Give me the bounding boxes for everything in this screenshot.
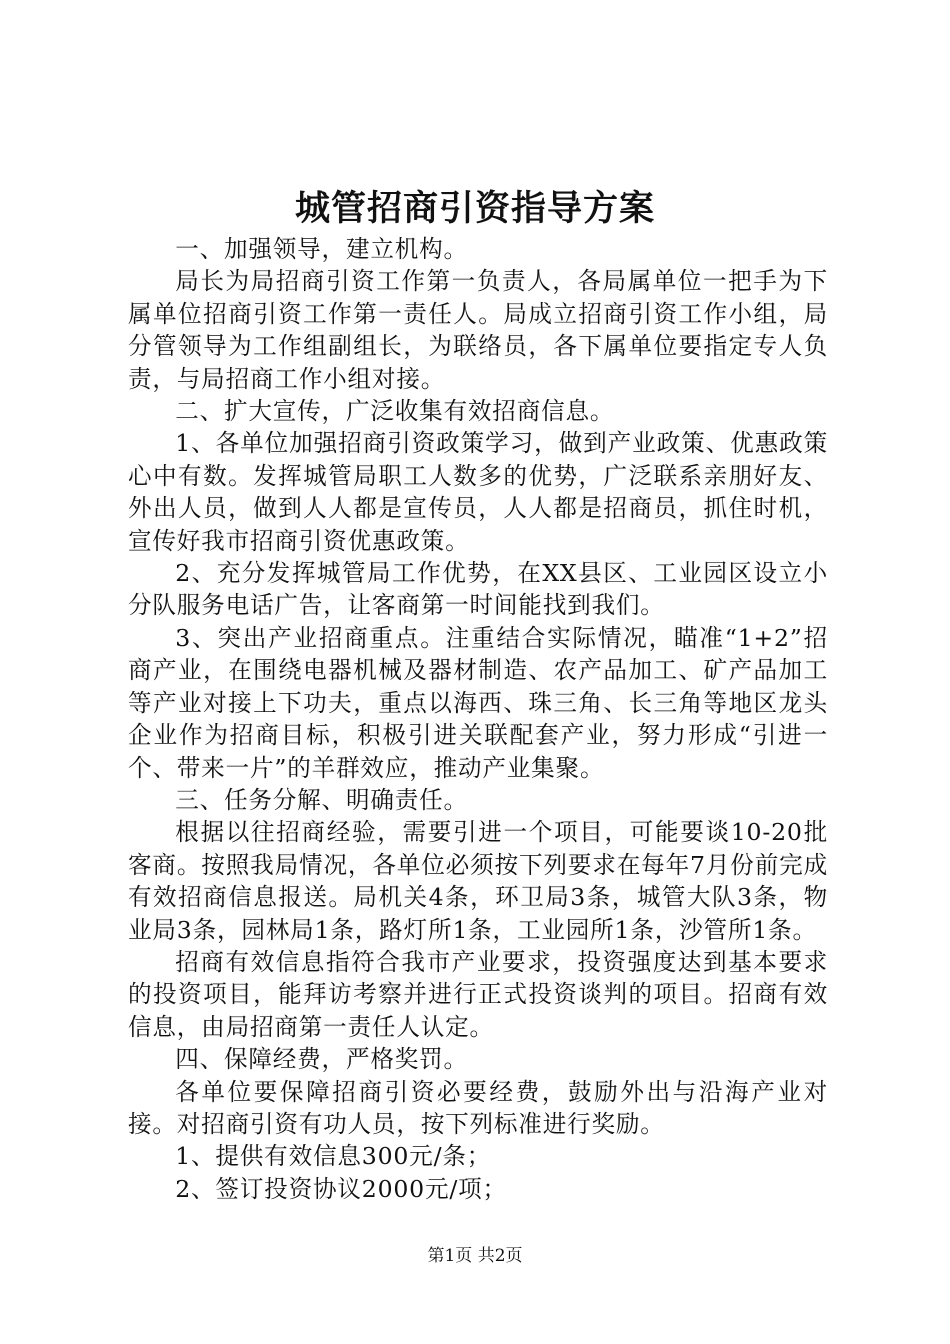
- document-body: [128, 233, 828, 1205]
- list-item: 1、提供有效信息300元/条；: [175, 1142, 492, 1171]
- paragraph: 1、各单位加强招商引资政策学习，做到产业政策、优惠政策心中有数。发挥城管局职工人数多的优势，广泛联系亲朋好友、外出人员，做到人人都是宣传员，人人都是招商员，抓住时机，宣传好我市招商引资优惠政策。: [128, 429, 828, 555]
- section-heading-3: 三、任务分解、明确责任。: [175, 785, 468, 814]
- page-number-footer: 第1页 共2页: [427, 1246, 523, 1266]
- document-title: 城管招商引资指导方案: [294, 188, 655, 229]
- section-heading-1: 一、加强领导，建立机构。: [175, 235, 468, 263]
- paragraph: 2、充分发挥城管局工作优势，在XX县区、工业园区设立小分队服务电话广告，让客商第一时间能找到我们。: [128, 559, 828, 620]
- section-heading-4: 四、保障经费，严格奖罚。: [175, 1045, 468, 1074]
- paragraph: 根据以往招商经验，需要引进一个项目，可能要谈10-20批客商。按照我局情况，各单位必须按下列要求在每年7月份前完成有效招商信息报送。局机关4条，环卫局3条，城管大队3条，物业局3条，园林局1条，路灯所1条，工业园所1条，沙管所1条。: [128, 818, 828, 944]
- paragraph: 各单位要保障招商引资必要经费，鼓励外出与沿海产业对接。对招商引资有功人员，按下列标准进行奖励。: [128, 1077, 828, 1138]
- paragraph: 招商有效信息指符合我市产业要求，投资强度达到基本要求的投资项目，能拜访考察并进行正式投资谈判的项目。招商有效信息，由局招商第一责任人认定。: [128, 947, 828, 1041]
- section-heading-2: 二、扩大宣传，广泛收集有效招商信息。: [175, 397, 615, 426]
- list-item: 2、签订投资协议2000元/项；: [175, 1174, 507, 1203]
- paragraph: 局长为局招商引资工作第一负责人，各局属单位一把手为下属单位招商引资工作第一责任人。局成立招商引资工作小组，局分管领导为工作组副组长，为联络员，各下属单位要指定专人负责，与局招商工作小组对接。: [128, 267, 828, 393]
- paragraph: 3、突出产业招商重点。注重结合实际情况，瞄准“1+2”招商产业，在围绕电器机械及器材制造、农产品加工、矿产品加工等产业对接上下功夫，重点以海西、珠三角、长三角等地区龙头企业作为招商目标，积极引进关联配套产业，努力形成“引进一个、带来一片”的羊群效应，推动产业集聚。: [128, 623, 828, 782]
